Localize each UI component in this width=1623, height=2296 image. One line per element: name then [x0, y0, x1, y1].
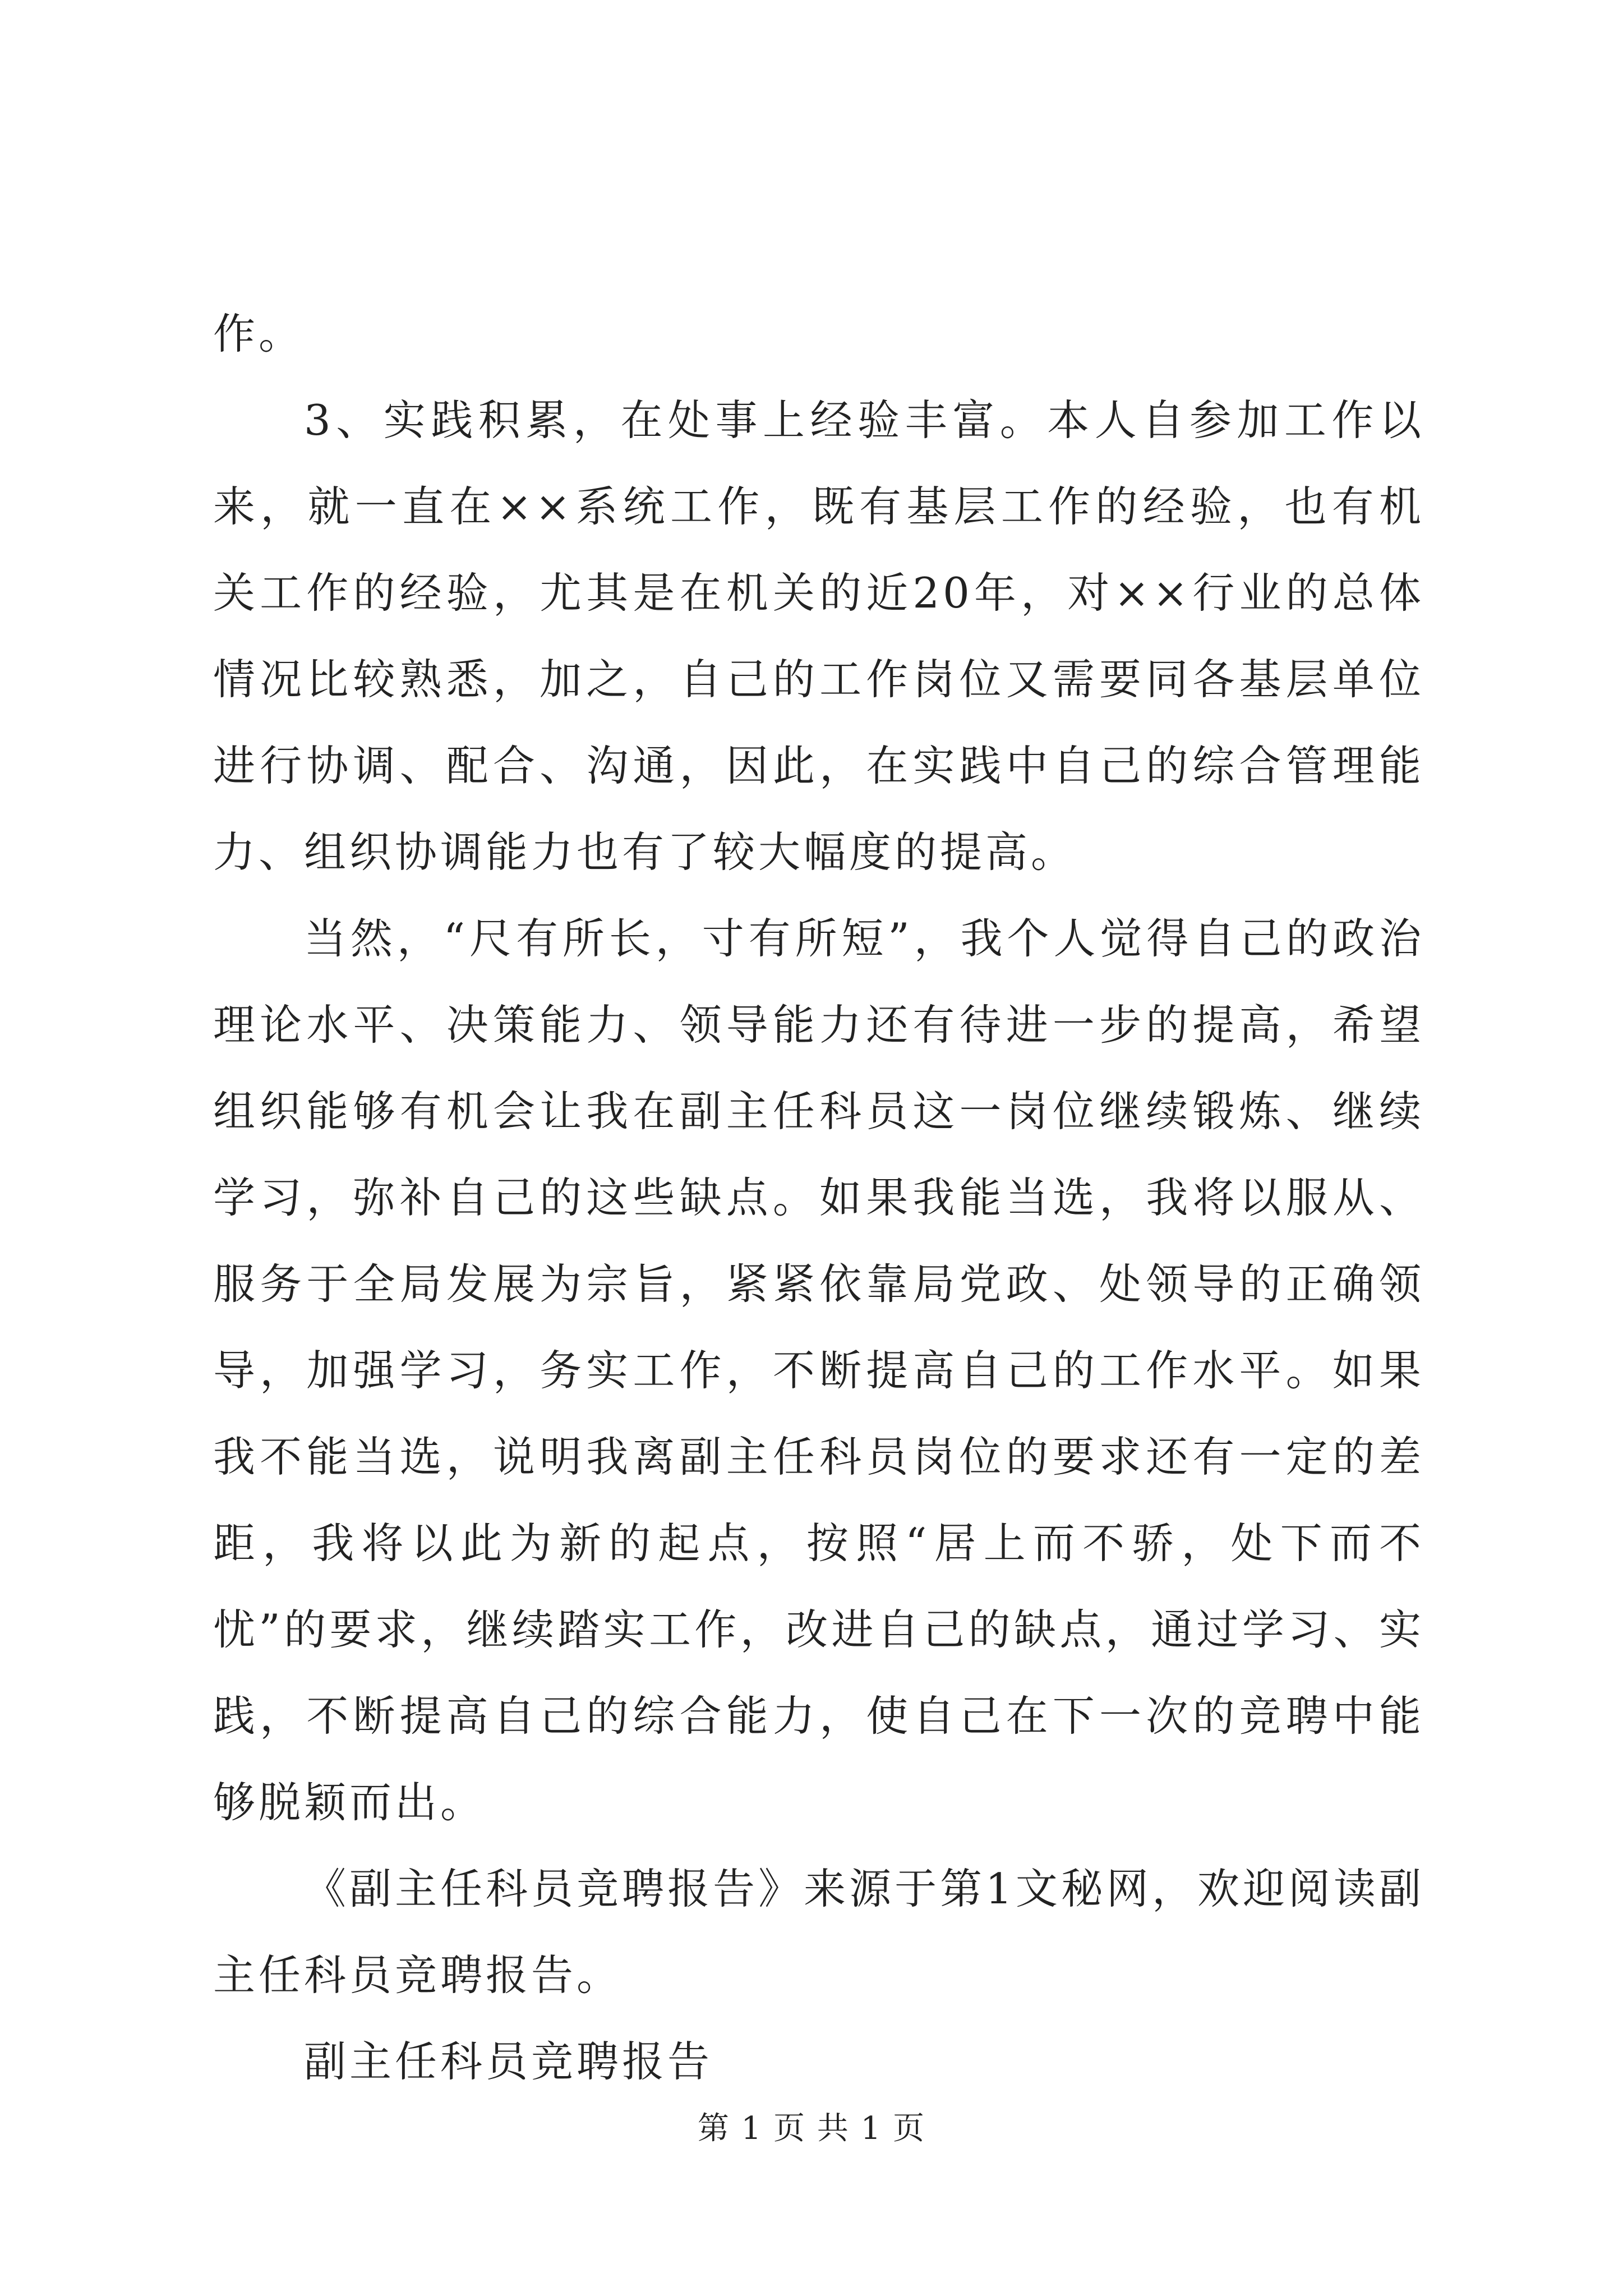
document-body	[213, 291, 1424, 2105]
paragraph-self-assessment: 当然，“尺有所长，寸有所短”，我个人觉得自己的政治理论水平、决策能力、领导能力还有待进一步的提高，希望组织能够有机会让我在副主任科员这一岗位继续锻炼、继续学习，弥补自己的这些缺点。如果我能当选，我将以服从、服务于全局发展为宗旨，紧紧依靠局党政、处领导的正确领导，加强学习，务实工作，不断提高自己的工作水平。如果我不能当选，说明我离副主任科员岗位的要求还有一定的差距，我将以此为新的起点，按照“居上而不骄，处下而不忧”的要求，继续踏实工作，改进自己的缺点，通过学习、实践，不断提高自己的综合能力，使自己在下一次的竞聘中能够脱颖而出。	[213, 914, 1424, 1827]
paragraph-continuation: 作。	[213, 309, 305, 358]
paragraph-next-title: 副主任科员竞聘报告	[304, 2037, 713, 2086]
paragraph-source-note: 《副主任科员竞聘报告》来源于第1文秘网，欢迎阅读副主任科员竞聘报告。	[213, 1864, 1424, 2000]
page-footer: 第 1 页 共 1 页	[697, 2110, 926, 2147]
paragraph-practice-experience: 3、实践积累，在处事上经验丰富。本人自参加工作以来，就一直在××系统工作，既有基层工作的经验，也有机关工作的经验，尤其是在机关的近20年，对××行业的总体情况比较熟悉，加之，自己的工作岗位又需要同各基层单位进行协调、配合、沟通，因此，在实践中自己的综合管理能力、组织协调能力也有了较大幅度的提高。	[213, 395, 1424, 877]
